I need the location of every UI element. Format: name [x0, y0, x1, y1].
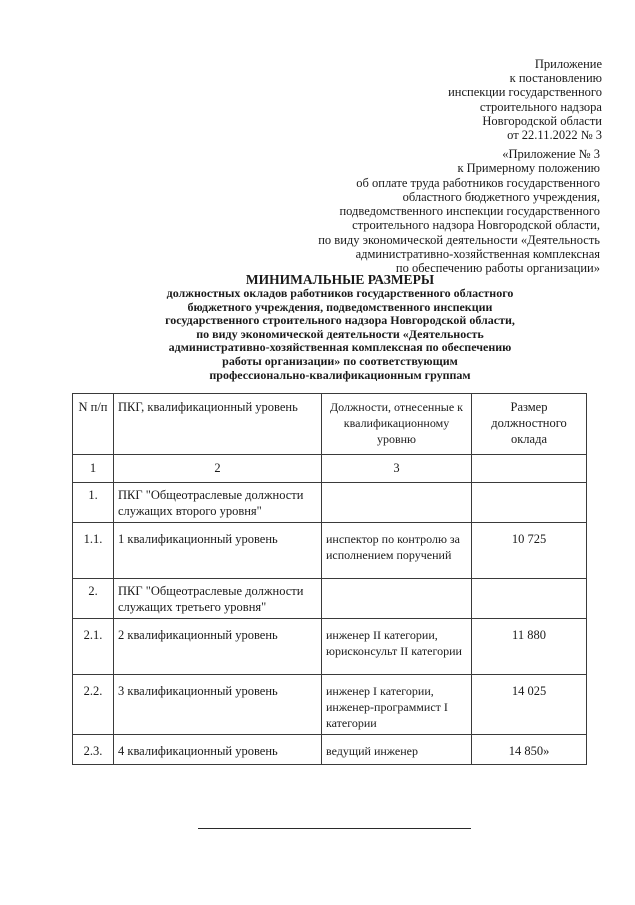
- index-cell: 2: [114, 455, 322, 483]
- row-pkg: 3 квалификационный уровень: [114, 675, 322, 735]
- row-pkg: 2 квалификационный уровень: [114, 619, 322, 675]
- attachment-ref-line: об оплате труда работников государственного: [356, 175, 600, 190]
- table-header-row: [73, 394, 587, 455]
- row-salary: [472, 483, 587, 523]
- heading-line: бюджетного учреждения, подведомственного инспекции: [187, 299, 493, 314]
- header-positions: Должности, отнесенные к квалификационному уровню: [322, 394, 472, 455]
- attachment-main-line: к постановлению: [509, 71, 602, 86]
- attachment-main-line: Приложение: [534, 57, 602, 71]
- attachment-ref-line: по обеспечению работы организации»: [395, 261, 600, 276]
- header-num: N п/п: [73, 394, 114, 455]
- row-positions: [322, 579, 472, 619]
- row-salary: 10 725: [472, 523, 587, 579]
- row-salary: [472, 579, 587, 619]
- row-num: 2.3.: [73, 735, 114, 765]
- document-heading: [95, 272, 585, 382]
- salary-table: [72, 393, 587, 765]
- attachment-main-line: Новгородской области: [482, 113, 602, 128]
- row-num: 1.: [73, 483, 114, 523]
- row-num: 2.1.: [73, 619, 114, 675]
- row-pkg: ПКГ "Общеотраслевые должности служащих второго уровня": [114, 483, 322, 523]
- table-row: [73, 735, 587, 765]
- heading-title: МИНИМАЛЬНЫЕ РАЗМЕРЫ: [245, 272, 435, 287]
- row-pkg: 4 квалификационный уровень: [114, 735, 322, 765]
- row-positions: инженер II категории, юрисконсульт II категории: [322, 619, 472, 675]
- attachment-ref-line: подведомственного инспекции государственного: [339, 204, 600, 219]
- index-cell: [472, 455, 587, 483]
- attachment-ref-line: областного бюджетного учреждения,: [402, 189, 600, 204]
- attachment-main-line: от 22.11.2022 № 3: [507, 128, 602, 143]
- row-pkg: ПКГ "Общеотраслевые должности служащих третьего уровня": [114, 579, 322, 619]
- table-row: [73, 675, 587, 735]
- table-row: [73, 483, 587, 523]
- index-cell: 3: [322, 455, 472, 483]
- table-row: [73, 619, 587, 675]
- heading-line: работы организации» по соответствующим: [222, 353, 458, 368]
- table-index-row: [73, 455, 587, 483]
- heading-line: административно-хозяйственная комплексная по обеспечению: [168, 340, 512, 355]
- heading-line: по виду экономической деятельности «Деятельность: [196, 326, 484, 341]
- table-row: [73, 523, 587, 579]
- row-num: 2.2.: [73, 675, 114, 735]
- attachment-ref-line: «Приложение № 3: [502, 147, 600, 161]
- row-positions: инспектор по контролю за исполнением поручений: [322, 523, 472, 579]
- attachment-ref-line: строительного надзора Новгородской области,: [352, 218, 600, 233]
- attachment-reference-block: [318, 147, 600, 276]
- attachment-main-line: инспекции государственного: [448, 85, 602, 100]
- attachment-main-block: [448, 57, 602, 142]
- attachment-ref-line: административно-хозяйственная комплексная: [355, 247, 600, 262]
- row-salary: 14 025: [472, 675, 587, 735]
- row-positions: инженер I категории, инженер-программист I категории: [322, 675, 472, 735]
- row-num: 1.1.: [73, 523, 114, 579]
- attachment-ref-line: к Примерному положению: [457, 161, 600, 176]
- attachment-main-line: строительного надзора: [479, 99, 602, 114]
- heading-line: должностных окладов работников государственного областного: [166, 286, 514, 300]
- row-pkg: 1 квалификационный уровень: [114, 523, 322, 579]
- index-cell: 1: [73, 455, 114, 483]
- table-row: [73, 579, 587, 619]
- row-positions: [322, 483, 472, 523]
- row-num: 2.: [73, 579, 114, 619]
- header-pkg: ПКГ, квалификационный уровень: [114, 394, 322, 455]
- closing-divider: [198, 828, 471, 829]
- heading-line: государственного строительного надзора Новгородской области,: [165, 313, 515, 328]
- header-salary: Размер должностного оклада: [472, 394, 587, 455]
- attachment-ref-line: по виду экономической деятельности «Деятельность: [318, 232, 600, 247]
- heading-line: профессионально-квалификационным группам: [209, 367, 471, 382]
- row-salary: 11 880: [472, 619, 587, 675]
- row-positions: ведущий инженер: [322, 735, 472, 765]
- row-salary: 14 850»: [472, 735, 587, 765]
